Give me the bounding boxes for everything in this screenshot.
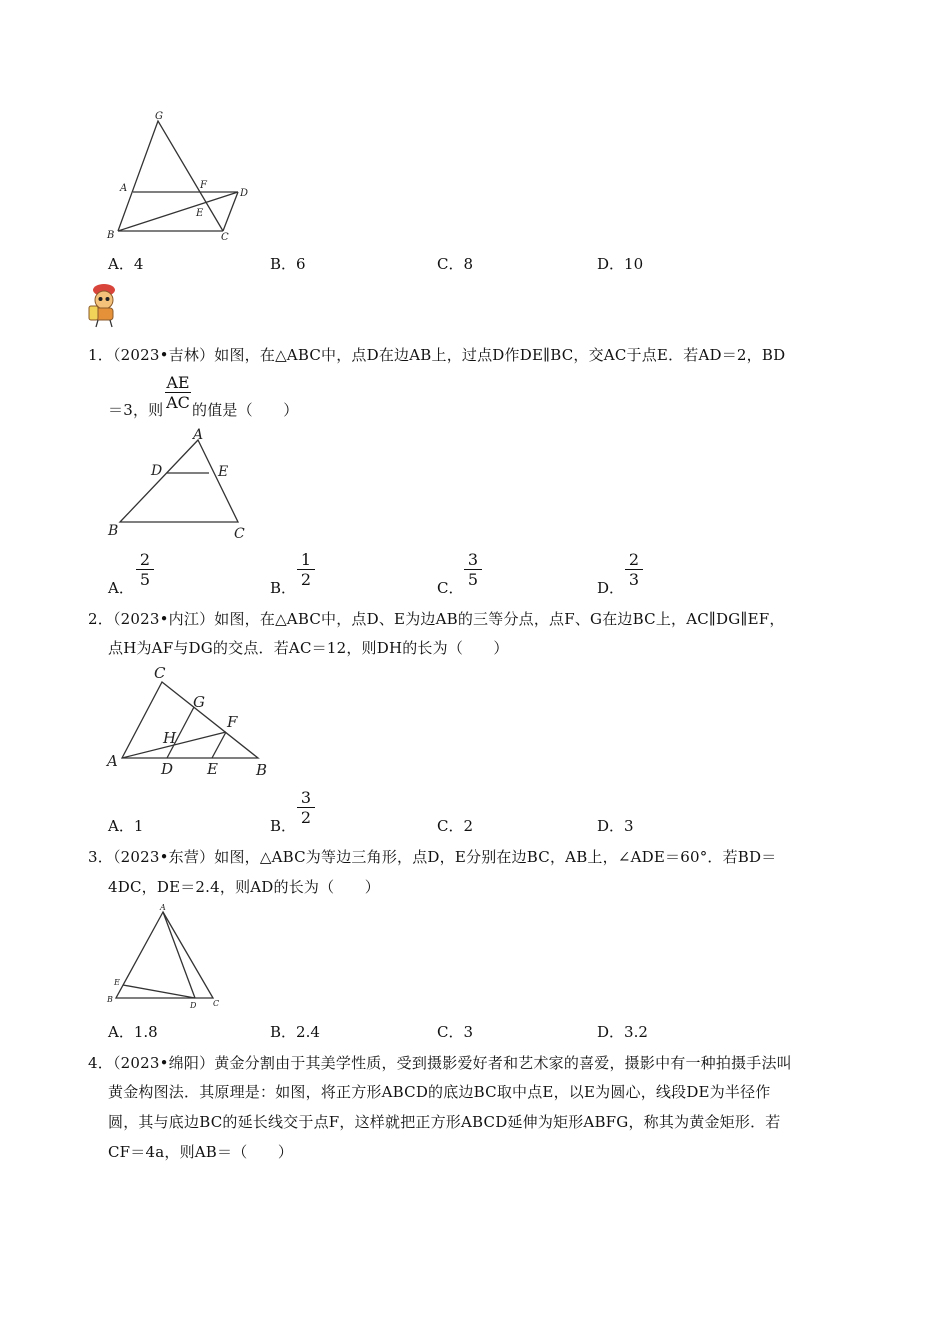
label-d: D xyxy=(190,1001,197,1010)
label-b: B xyxy=(108,523,119,539)
label-f: F xyxy=(200,180,207,191)
q1-text-line1: 1．（2023•吉林）如图，在△ABC中，点D在边AB上，过点D作DE∥BC，交AC于点E．若AD＝2，BD xyxy=(88,346,786,364)
label-c: C xyxy=(213,999,220,1008)
q1-option-b-label[interactable]: B． xyxy=(270,579,297,597)
q4-text-line4: CF＝4a，则AB＝（ ） xyxy=(108,1143,294,1161)
label-e: E xyxy=(218,464,229,480)
q1-frac-den: AC xyxy=(166,393,190,412)
q2-option-d[interactable]: D．3 xyxy=(597,817,634,835)
top-figure xyxy=(100,108,260,243)
segment-dc xyxy=(223,192,238,231)
q1-fraction-ae-ac xyxy=(165,374,191,411)
q4-text-line3: 圆，其与底边BC的延长线交于点F，这样就把正方形ABCD延伸为矩形ABFG，称其为黄金矩形．若 xyxy=(108,1113,781,1131)
q3-option-b[interactable]: B．2.4 xyxy=(270,1023,320,1041)
label-b: B xyxy=(256,761,268,779)
q3-option-c[interactable]: C．3 xyxy=(437,1023,474,1041)
label-b: B xyxy=(107,230,115,241)
q3-figure xyxy=(100,900,225,1012)
q1-option-c-label[interactable]: C． xyxy=(437,579,464,597)
label-g: G xyxy=(155,111,163,122)
label-c: C xyxy=(234,526,245,542)
label-f: F xyxy=(227,713,238,731)
q4-text-line2: 黄金构图法．其原理是：如图，将正方形ABCD的底边BC取中点E，以E为圆心，线段DE为半径作 xyxy=(108,1083,771,1101)
q1-figure xyxy=(100,424,260,546)
label-a: A xyxy=(193,427,204,443)
label-d: D xyxy=(240,188,249,199)
label-b: B xyxy=(107,995,113,1004)
segment-ed xyxy=(123,985,195,998)
top-option-c[interactable]: C．8 xyxy=(437,255,474,273)
label-e: E xyxy=(114,978,120,987)
q3-option-a[interactable]: A．1.8 xyxy=(108,1023,158,1041)
q1-option-c-fraction: 3 5 xyxy=(464,551,482,588)
label-g: G xyxy=(193,693,205,711)
q2-option-b-fraction: 3 2 xyxy=(297,789,315,826)
segment-ef xyxy=(212,732,226,758)
label-a: A xyxy=(107,752,118,770)
segment-ad xyxy=(163,912,195,998)
q2-option-b-label[interactable]: B． xyxy=(270,817,297,835)
label-c: C xyxy=(221,232,229,243)
top-option-d[interactable]: D．10 xyxy=(597,255,644,273)
cartoon-character-icon xyxy=(84,282,124,328)
q3-text-line1: 3．（2023•东营）如图，△ABC为等边三角形，点D，E分别在边BC，AB上，∠ADE＝60°．若BD＝ xyxy=(88,848,777,866)
q1-option-a-label[interactable]: A． xyxy=(108,579,134,597)
triangle-abc xyxy=(116,912,213,998)
top-option-b[interactable]: B．6 xyxy=(270,255,306,273)
q1-option-a-fraction: 2 5 xyxy=(136,551,154,588)
q4-text-line1: 4．（2023•绵阳）黄金分割由于其美学性质，受到摄影爱好者和艺术家的喜爱，摄影中有一种拍摄手法叫 xyxy=(88,1054,792,1072)
q3-option-d[interactable]: D．3.2 xyxy=(597,1023,648,1041)
label-d: D xyxy=(161,760,174,778)
q1-frac-num: AE xyxy=(166,373,190,392)
q2-figure xyxy=(100,660,275,782)
label-a: A xyxy=(120,183,128,194)
label-e: E xyxy=(196,208,204,219)
q1-text-line2-post: 的值是（ ） xyxy=(192,401,299,419)
q3-text-line2: 4DC，DE＝2.4，则AD的长为（ ） xyxy=(108,878,380,896)
top-option-a[interactable]: A．4 xyxy=(108,255,144,273)
label-e: E xyxy=(207,760,218,778)
q2-text-line2: 点H为AF与DG的交点．若AC＝12，则DH的长为（ ） xyxy=(108,639,509,657)
triangle-acb xyxy=(122,682,258,758)
label-h: H xyxy=(163,729,177,747)
q2-option-c[interactable]: C．2 xyxy=(437,817,474,835)
label-c: C xyxy=(154,664,166,682)
q1-option-d-label[interactable]: D． xyxy=(597,579,625,597)
triangle-abc xyxy=(120,440,238,522)
label-a: A xyxy=(160,903,166,912)
q2-option-a[interactable]: A．1 xyxy=(108,817,144,835)
label-d: D xyxy=(151,463,163,479)
q2-text-line1: 2．（2023•内江）如图，在△ABC中，点D、E为边AB的三等分点，点F、G在边BC上，AC∥DG∥EF， xyxy=(88,610,785,628)
q1-option-d-fraction: 2 3 xyxy=(625,551,643,588)
q1-text-line2-pre: ＝3，则 xyxy=(108,401,164,419)
q1-option-b-fraction: 1 2 xyxy=(297,551,315,588)
